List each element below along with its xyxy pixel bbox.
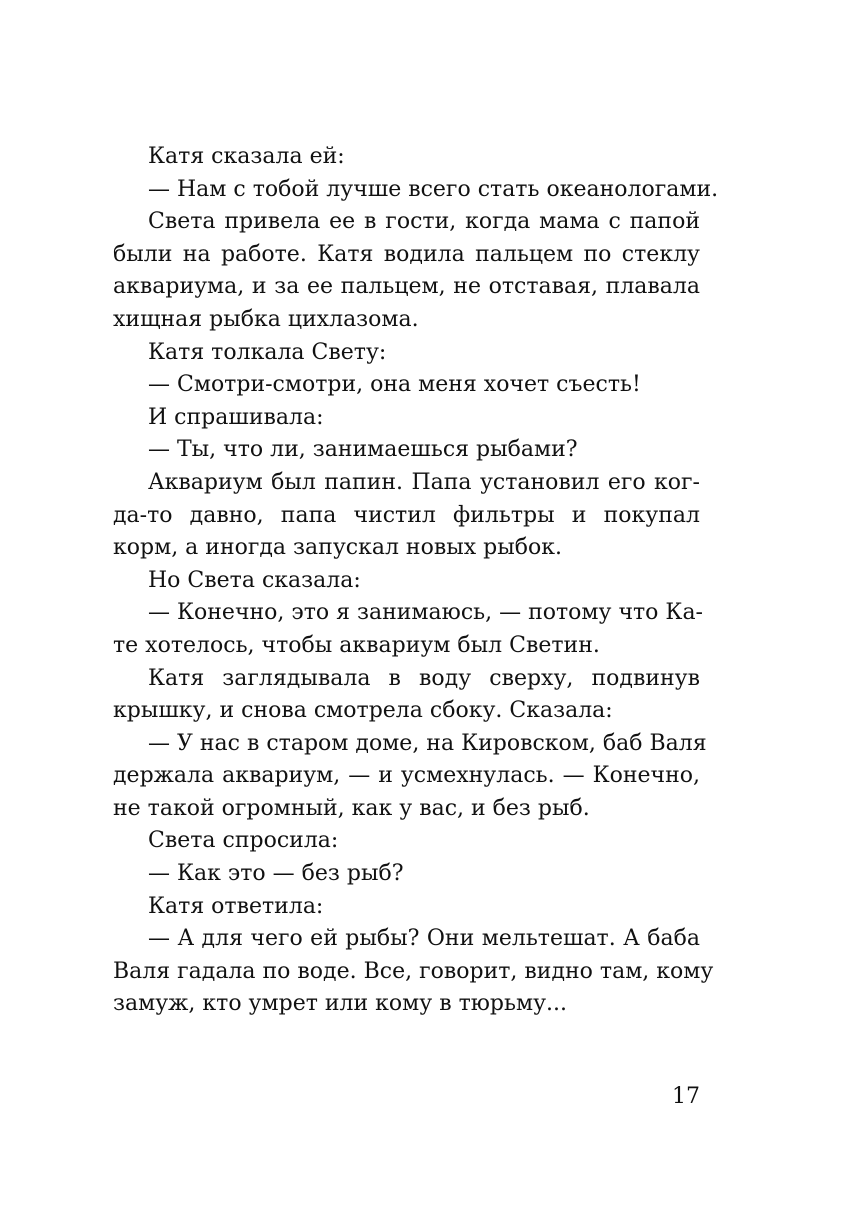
text-line: корм, а иногда запускал новых рыбок. [113, 535, 562, 561]
text-line: не такой огромный, как у вас, и без рыб. [113, 795, 590, 821]
text-line: Катя ответила: [148, 893, 324, 919]
paragraph [113, 206, 700, 336]
text-line: Валя гадала по воде. Все, говорит, видно там, кому [113, 958, 714, 984]
paragraph [113, 663, 700, 728]
paragraph [113, 467, 700, 565]
text-line: — Смотри-смотри, она меня хочет съесть! [148, 372, 641, 398]
text-line: — А для чего ей рыбы? Они мельтешат. А баба [148, 926, 700, 952]
text-line: Катя толкала Свету: [148, 339, 387, 365]
text-line: были на работе. Катя водила пальцем по стеклу [113, 241, 700, 267]
paragraph [113, 565, 700, 598]
paragraph [113, 858, 700, 891]
body-text [113, 141, 719, 1021]
page-number: 17 [672, 1084, 700, 1109]
text-line: Катя сказала ей: [148, 144, 345, 169]
text-line: Аквариум был папин. Папа установил его ког- [148, 469, 700, 495]
text-line: хищная рыбка цихлазома. [113, 306, 419, 332]
text-line: — Конечно, это я занимаюсь, — потому что Ка- [148, 600, 703, 626]
text-line: — Как это — без рыб? [148, 861, 404, 887]
paragraph [113, 728, 707, 826]
paragraph [113, 825, 700, 858]
paragraph [113, 141, 700, 174]
text-line: Света привела ее в гости, когда мама с папой [148, 209, 700, 235]
text-line: — У нас в старом доме, на Кировском, баб Валя [148, 730, 707, 756]
text-line: Катя заглядывала в воду сверху, подвинув [148, 665, 700, 691]
text-line: Света спросила: [148, 828, 339, 854]
text-line: да-то давно, папа чистил фильтры и покупал [113, 502, 700, 528]
text-line: — Нам с тобой лучше всего стать океанологами. [148, 176, 719, 202]
paragraph [113, 402, 700, 435]
text-line: держала аквариум, — и усмехнулась. — Конечно, [113, 763, 700, 789]
paragraph [113, 174, 719, 207]
paragraph [113, 337, 700, 370]
text-line: те хотелось, чтобы аквариум был Светин. [113, 632, 600, 658]
paragraph [113, 923, 714, 1021]
text-line: И спрашивала: [148, 404, 324, 430]
text-line: аквариума, и за ее пальцем, не отставая, плавала [113, 274, 700, 300]
paragraph [113, 434, 700, 467]
paragraph [113, 597, 703, 662]
paragraph [113, 369, 700, 402]
text-line: — Ты, что ли, занимаешься рыбами? [148, 437, 578, 463]
text-line: замуж, кто умрет или кому в тюрьму... [113, 991, 568, 1017]
paragraph [113, 891, 700, 924]
text-line: Но Света сказала: [148, 567, 361, 593]
text-line: крышку, и снова смотрела сбоку. Сказала: [113, 698, 613, 724]
